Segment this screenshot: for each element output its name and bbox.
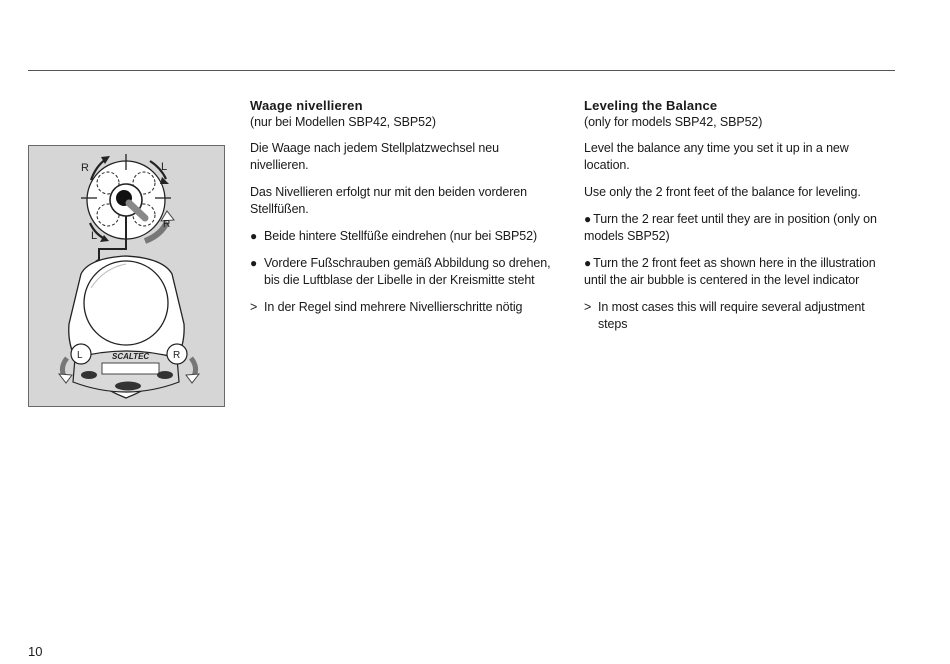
german-column	[250, 97, 555, 326]
english-bullet-2-text: Turn the 2 front feet as shown here in the illustration until the air bubble is centered in the level indicator	[584, 256, 876, 287]
foot-label-left: L	[77, 350, 83, 361]
brand-logo: SCALTEC	[112, 352, 150, 361]
german-note	[250, 299, 555, 316]
leveling-illustration	[28, 145, 225, 407]
german-bullet-1-text: Beide hintere Stellfüße eindrehen (nur bei SBP52)	[264, 229, 538, 243]
header-rule	[28, 70, 895, 71]
balance-drawing	[29, 146, 224, 406]
foot-label-right: R	[173, 350, 181, 361]
english-note	[584, 299, 896, 333]
english-paragraph-1: Level the balance any time you set it up in a new location.	[584, 141, 849, 172]
panel-button-left	[81, 371, 97, 379]
german-bullet-1	[250, 228, 555, 245]
german-note-text: In der Regel sind mehrere Nivellierschritte nötig	[264, 300, 523, 314]
german-subtitle: (nur bei Modellen SBP42, SBP52)	[250, 115, 436, 129]
bullet-icon: ●	[584, 212, 592, 226]
bullet-icon: ●	[250, 229, 258, 243]
weighing-pan	[84, 261, 168, 345]
german-paragraph-1: Die Waage nach jedem Stellplatzwechsel neu nivellieren.	[250, 141, 499, 172]
bullet-icon: ●	[250, 256, 258, 270]
bullet-icon: ●	[584, 256, 592, 270]
english-paragraph-2: Use only the 2 front feet of the balance for leveling.	[584, 185, 861, 199]
german-title: Waage nivellieren	[250, 98, 363, 113]
label-bottom-right: R	[163, 219, 171, 230]
note-marker-icon: >	[584, 300, 592, 314]
display-window	[102, 363, 159, 374]
note-marker-icon: >	[250, 300, 258, 314]
panel-button-right	[157, 371, 173, 379]
label-top-right: L	[161, 161, 168, 173]
page-number: 10	[28, 644, 43, 659]
label-bottom-left: L	[91, 230, 98, 242]
english-bullet-1	[584, 211, 896, 245]
german-paragraph-2: Das Nivellieren erfolgt nur mit den beiden vorderen Stellfüßen.	[250, 185, 527, 216]
tare-button	[115, 382, 141, 391]
english-column	[584, 97, 896, 343]
english-subtitle: (only for models SBP42, SBP52)	[584, 115, 763, 129]
english-title: Leveling the Balance	[584, 98, 718, 113]
german-bullet-2-text: Vordere Fußschrauben gemäß Abbildung so drehen, bis die Luftblase der Libelle in der Kreismitte steht	[264, 256, 551, 287]
english-note-text: In most cases this will require several adjustment steps	[598, 300, 865, 331]
english-bullet-2	[584, 255, 896, 289]
english-bullet-1-text: Turn the 2 rear feet until they are in position (only on models SBP52)	[584, 212, 877, 243]
label-top-left: R	[81, 162, 89, 174]
german-bullet-2	[250, 255, 555, 289]
